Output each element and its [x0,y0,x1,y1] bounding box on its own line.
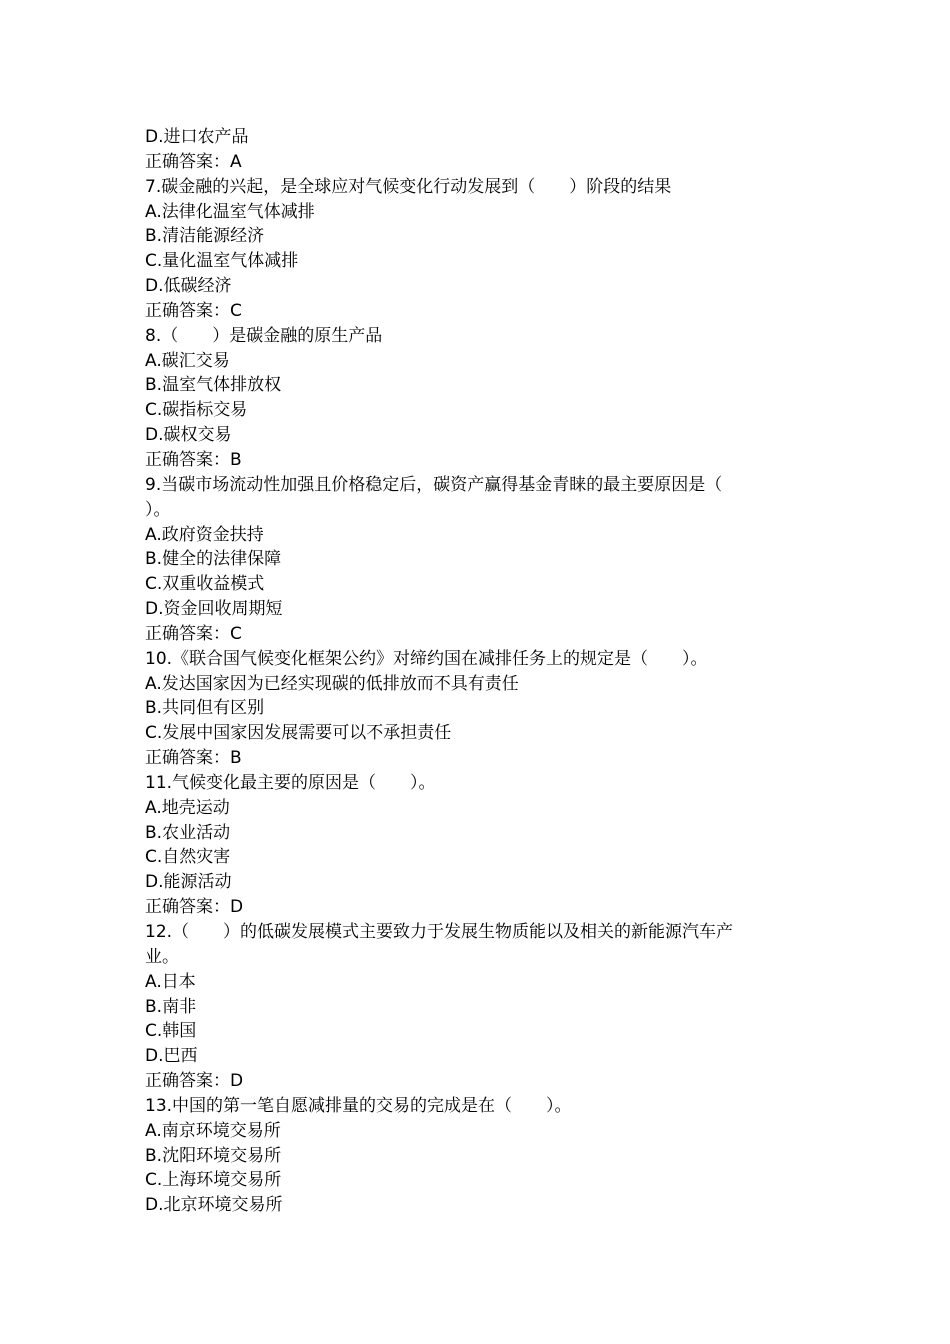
option-line: C.量化温室气体减排 [145,251,299,272]
question-line: 11.气候变化最主要的原因是（ ）。 [145,772,436,793]
option-line: C.双重收益模式 [145,574,265,595]
option-line: A.政府资金扶持 [145,524,264,545]
option-line: A.南京环境交易所 [145,1120,281,1141]
answer-line: 正确答案：D [145,1071,244,1092]
option-line: A.日本 [145,971,196,992]
option-line: D.能源活动 [145,872,232,893]
option-line: B.共同但有区别 [145,698,265,719]
answer-line: 正确答案：C [145,623,242,644]
option-line: B.南非 [145,996,197,1017]
option-line: D.碳权交易 [145,425,232,446]
question-line: 13.中国的第一笔自愿减排量的交易的完成是在（ ）。 [145,1095,572,1116]
question-line: 7.碳金融的兴起，是全球应对气候变化行动发展到（ ）阶段的结果 [145,176,672,197]
question-line-continued: 业。 [145,946,179,967]
option-line: B.健全的法律保障 [145,549,282,570]
document-page [145,125,810,1218]
text-line: D.进口农产品 [145,127,249,147]
option-line: A.发达国家因为已经实现碳的低排放而不具有责任 [145,673,519,694]
answer-line: 正确答案：B [145,449,242,470]
option-line: C.自然灾害 [145,847,231,868]
question-line: 9.当碳市场流动性加强且价格稳定后，碳资产赢得基金青睐的最主要原因是（ [145,474,723,495]
option-line: A.法律化温室气体减排 [145,201,315,222]
option-line: C.上海环境交易所 [145,1170,282,1191]
answer-line: 正确答案：C [145,300,242,321]
option-line: D.巴西 [145,1046,198,1067]
question-line: 8.（ ）是碳金融的原生产品 [145,325,383,346]
option-line: B.农业活动 [145,822,231,843]
option-line: D.北京环境交易所 [145,1195,283,1216]
option-line: D.资金回收周期短 [145,599,283,620]
option-line: B.清洁能源经济 [145,226,265,247]
question-line: 12.（ ）的低碳发展模式主要致力于发展生物质能以及相关的新能源汽车产 [145,922,734,942]
answer-line: 正确答案：A [145,151,242,172]
question-line: 10.《联合国气候变化框架公约》对缔约国在减排任务上的规定是（ ）。 [145,648,708,669]
option-line: C.碳指标交易 [145,400,248,421]
answer-line: 正确答案：D [145,897,244,918]
option-line: B.沈阳环境交易所 [145,1145,282,1166]
option-line: C.发展中国家因发展需要可以不承担责任 [145,723,452,744]
answer-line: 正确答案：B [145,748,242,769]
question-line-continued: ）。 [145,499,171,520]
option-line: A.地壳运动 [145,797,230,818]
option-line: A.碳汇交易 [145,350,230,371]
option-line: B.温室气体排放权 [145,375,282,396]
option-line: C.韩国 [145,1021,197,1042]
option-line: D.低碳经济 [145,276,232,297]
